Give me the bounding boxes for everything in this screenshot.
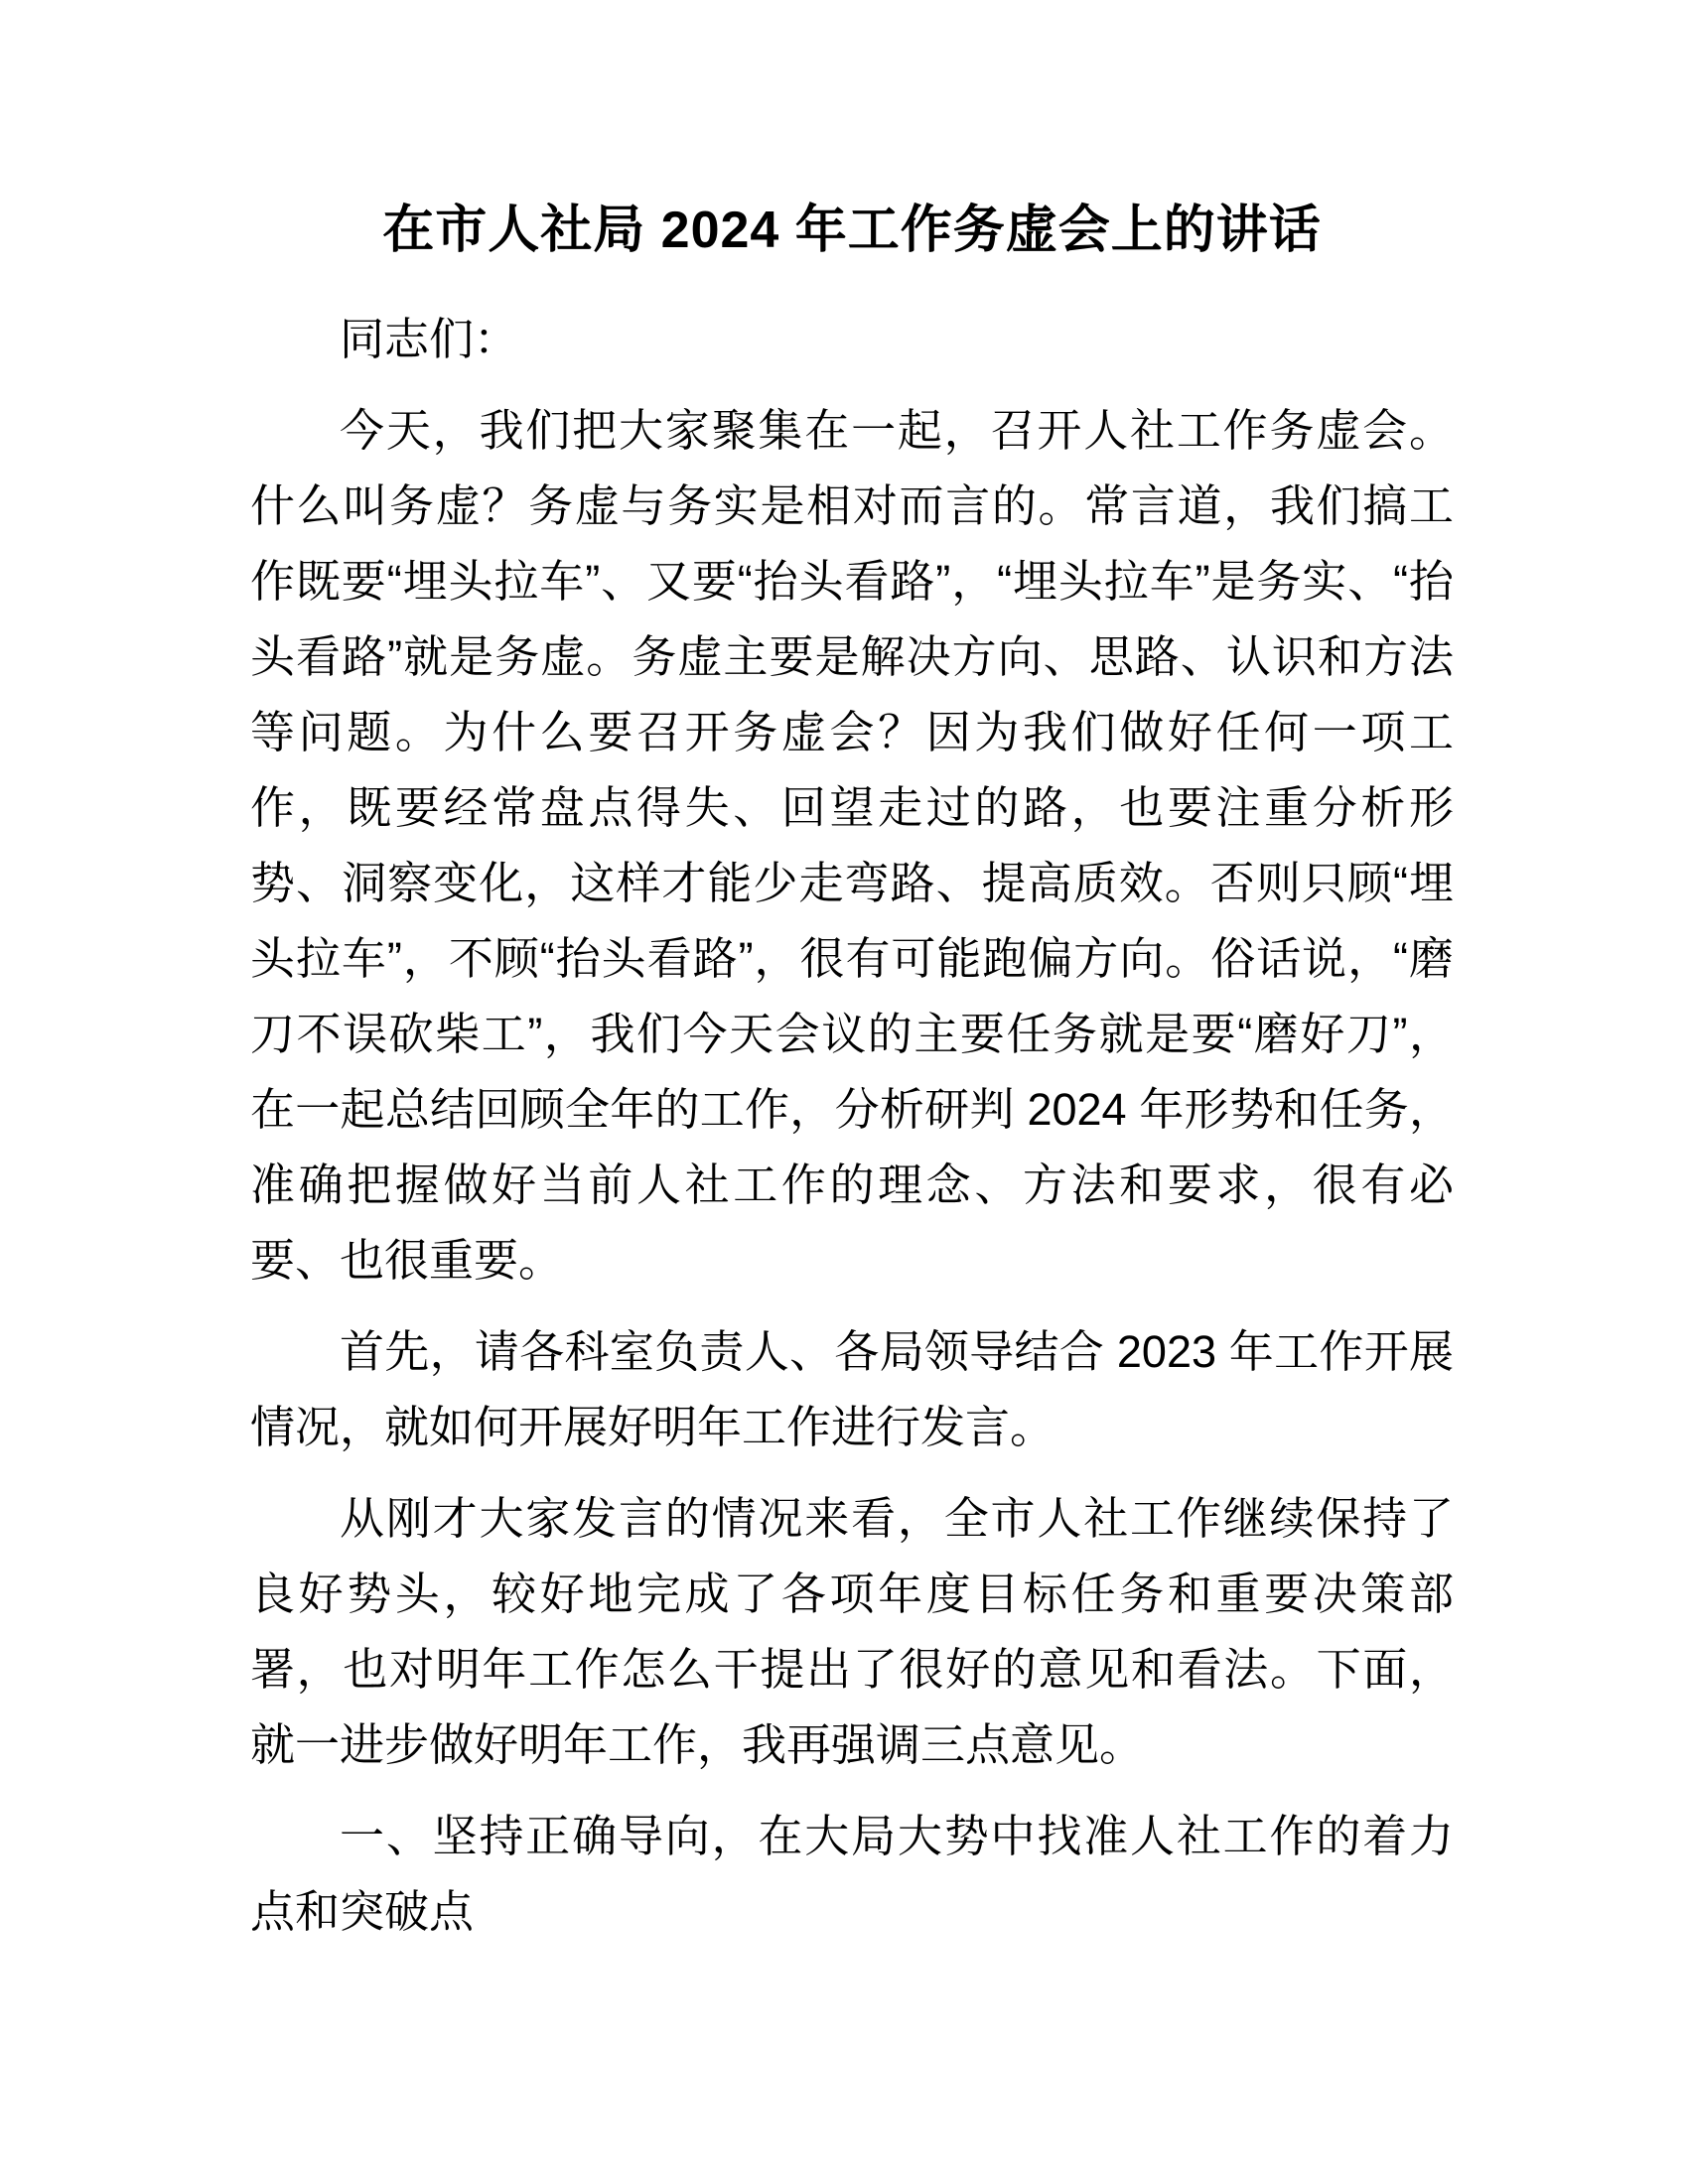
- paragraph-intro: 今天，我们把大家聚集在一起，召开人社工作务虚会。什么叫务虚？务虚与务实是相对而言的。常言道，我们搞工作既要“埋头拉车”、又要“抬头看路”，“埋头拉车”是务实、“抬头看路”就是务虚。务虚主要是解决方向、思路、认识和方法等问题。为什么要召开务虚会？因为我们做好任何一项工作，既要经常盘点得失、回望走过的路，也要注重分析形势、洞察变化，这样才能少走弯路、提高质效。否则只顾“埋头拉车”，不顾“抬头看路”，很有可能跑偏方向。俗话说，“磨刀不误砍柴工”，我们今天会议的主要任务就是要“磨好刀”，在一起总结回顾全年的工作，分析研判 2024 年形势和任务，准确把握做好当前人社工作的理念、方法和要求，很有必要、也很重要。: [250, 405, 1454, 1286]
- section-heading-one: 一、坚持正确导向，在大局大势中找准人社工作的着力点和突破点: [250, 1811, 1454, 1937]
- paragraph-summary: 从刚才大家发言的情况来看，全市人社工作继续保持了良好势头，较好地完成了各项年度目标任务和重要决策部署，也对明年工作怎么干提出了很好的意见和看法。下面，就一进步做好明年工作，我再强调三点意见。: [250, 1493, 1454, 1770]
- paragraph-request-speeches: 首先，请各科室负责人、各局领导结合 2023 年工作开展情况，就如何开展好明年工作进行发言。: [250, 1326, 1454, 1452]
- paragraph-salutation: 同志们：: [340, 314, 519, 364]
- document-title: 在市人社局 2024 年工作务虚会上的讲话: [382, 202, 1322, 259]
